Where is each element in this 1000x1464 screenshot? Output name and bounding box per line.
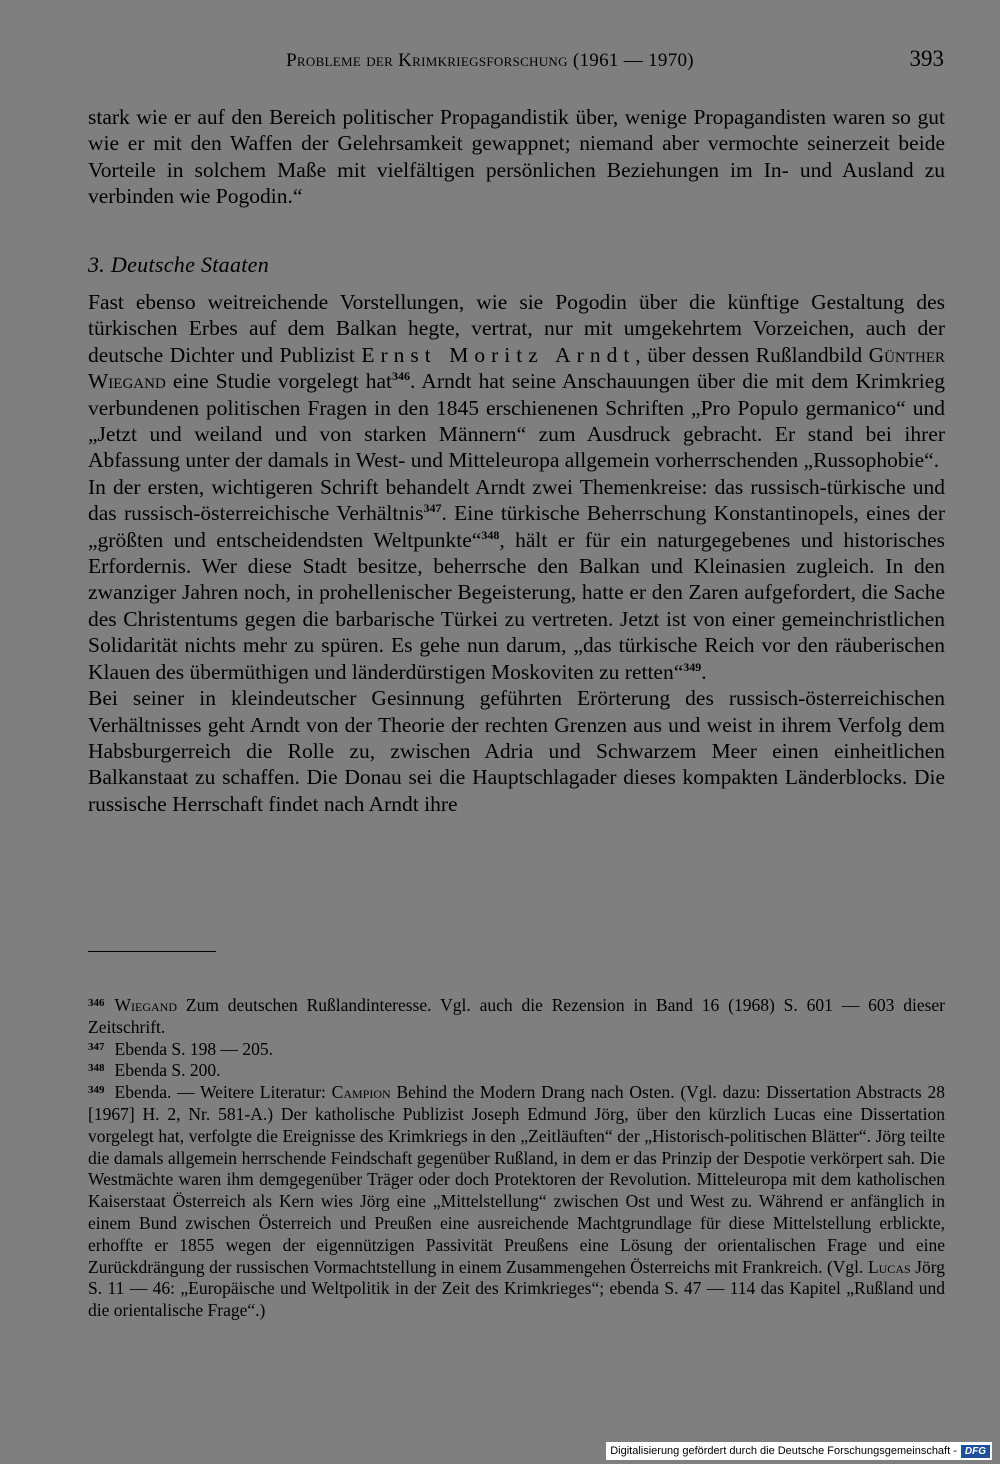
footnotes <box>88 995 945 1322</box>
text-run: . Arndt hat seine Anschauungen über die mit dem Krimkrieg verbundenen politischen Fragen in den 1845 erschienenen Schriften „Pro Populo germanico“ und „Jetzt und weiland und von starken Männern“ zum Ausdruck gebracht. Er stand bei ihrer Abfassung unter der damals in West- und Mitteleuropa allgemein vorherrschenden „Russophobie“. <box>88 369 946 473</box>
dfg-logo: DFG <box>961 1445 990 1458</box>
text-run: In der ersten, wichtigeren Schrift behandelt Arndt zwei Themenkreise: das russisch-türkische und das russisch-österreichische Verhältnis <box>88 474 945 526</box>
text-run: , über dessen Rußlandbild <box>635 342 869 367</box>
footnote-347 <box>88 1039 945 1061</box>
paragraph-austria: Bei seiner in kleindeutscher Gesinnung geführten Erörterung des russisch-österreichischen Verhältnisses geht Arndt von der Theorie der rechten Grenzen aus und weist in ihrem Verfolg dem Habsburgerreich die Rolle zu, zwischen Adria und Schwarzem Meer einen einheitlichen Balkanstaat zu schaffen. Die Donau sei die Hauptschlagader dieses kompakten Länderblocks. Die russische Herrschaft findet nach Arndt ihre <box>88 686 945 816</box>
footnote-mark: 347 <box>88 1040 105 1053</box>
digitization-credit[interactable] <box>606 1442 992 1460</box>
text-run: Jörg S. 11 — 46: „Europäische und Weltpolitik in der Zeit des Krimkrieges“; ebenda S. 47 — 114 das Kapitel „Rußland und die orientalische Frage“.) <box>88 1256 945 1321</box>
text-run: . <box>701 659 707 684</box>
footnote-ref[interactable]: 348 <box>481 527 500 542</box>
text-run: . Eine türkische Beherrschung Konstantinopels, eines der „größten und entscheidendsten Weltpunkte“ <box>88 501 945 552</box>
footnote-mark: 348 <box>88 1062 105 1075</box>
text-run: eine Studie vorgelegt hat <box>165 369 393 394</box>
paragraph-text: stark wie er auf den Bereich politischer Propagandistik über, wenige Propagandisten waren so gut wie er mit den Waffen der Gelehrsamkeit gewappnet; niemand aber vermochte seinerzeit beide Vorteile in solchem Maße mit vielfältigen persönlichen Beziehungen im In- und Ausland zu verbinden wie Pogodin.“ <box>88 105 945 209</box>
text-run: , hält er für ein naturgegebenes und historisches Erfordernis. Wer diese Stadt besitze, beherrsche den Balkan und Kleinasien zugleich. In den zwanziger Jahren noch, in prohellenischer Begeisterung, hatte er den Zaren aufgefordert, die Sache des Christentums gegen die barbarische Türkei zu vertreten. Jetzt ist von einer gemeinchristlichen Solidarität nichts mehr zu spüren. Es gehe nun darum, „das türkische Reich vor den räuberischen Klauen des übermüthigen und länderdürstigen Moskoviten zu retten“ <box>88 527 945 684</box>
footnote-ref[interactable]: 347 <box>423 501 442 516</box>
text-run: Ebenda. — Weitere Literatur: <box>114 1082 332 1103</box>
footnote-divider <box>88 951 216 952</box>
text-run: Fast ebenso weitreichende Vorstellungen, wie sie Pogodin über die künftige Gestaltung des türkischen Erbes auf dem Balkan hegte, vertrat, nur mit umgekehrtem Vorzeichen, auch der deutsche Dichter und Publizist <box>88 290 945 367</box>
section-heading: 3. Deutsche Staaten <box>88 252 270 277</box>
footnote-mark: 349 <box>88 1084 105 1097</box>
footnote-ref[interactable]: 346 <box>392 369 411 384</box>
main-text <box>88 289 945 817</box>
person-name-spaced: Ernst Moritz Arndt <box>361 342 636 367</box>
text-run: Behind the Modern Drang nach Osten. (Vgl. dazu: Dissertation Abstracts 28 [1967] H. 2, Nr. 581-A.) Der katholische Publizist Joseph Edmund Jörg, über den kürzlich Lucas eine Dissertation vorgelegt hat, verfolgte die Ereignisse des Krimkriegs in den „Zeitläuften“ der „Historisch-politischen Blätter“. Jörg teilte die damals allgemein herrschende Feindschaft gegenüber Rußland, in dem er das Prinzip der Despotie verkörpert sah. Die Westmächte waren ihm demgegenüber Träger oder doch Protektoren der Revolution. Mitteleuropa mit dem katholischen Kaiserstaat Österreich als Kern wies Jörg eine „Mittelstellung“ zwischen Ost und West zu. Während er anfänglich in einem Bund zwischen Österreich und Preußen eine ausreichende Machtgrundlage für diese Mittelstellung erblickte, erhoffte er 1855 wegen der eigennützigen Passivität Preußens eine Lösung der orientalischen Frage und eine Zurückdrängung der russischen Vormachtstellung in einem Zusammengehen Österreichs mit Frankreich. (Vgl. <box>88 1082 945 1277</box>
footnote-346 <box>88 995 945 1039</box>
author-name: Wiegand <box>114 995 178 1015</box>
footnote-349 <box>88 1082 945 1322</box>
footnote-mark: 346 <box>88 997 105 1009</box>
author-name: Campion <box>331 1082 391 1103</box>
running-title: Probleme der Krimkriegsforschung (1961 — 1970) <box>286 50 694 71</box>
credit-text: Digitalisierung gefördert durch die Deutsche Forschungsgemeinschaft - <box>610 1445 957 1457</box>
text-run: Ebenda S. 200. <box>114 1060 221 1081</box>
author-name: Lucas <box>867 1256 911 1277</box>
paragraph-arndt-intro <box>88 289 945 474</box>
paragraph-first-writing <box>88 474 945 685</box>
footnote-348 <box>88 1060 945 1082</box>
text-run: Ebenda S. 198 — 205. <box>114 1038 273 1059</box>
footnote-ref[interactable]: 349 <box>683 659 702 674</box>
text-run: Zum deutschen Rußlandinteresse. Vgl. auch die Rezension in Band 16 (1968) S. 601 — 603 dieser Zeitschrift. <box>88 995 945 1037</box>
page-number: 393 <box>909 46 944 71</box>
paragraph-continued <box>88 104 945 210</box>
author-name: Günther Wiegand <box>88 342 945 394</box>
